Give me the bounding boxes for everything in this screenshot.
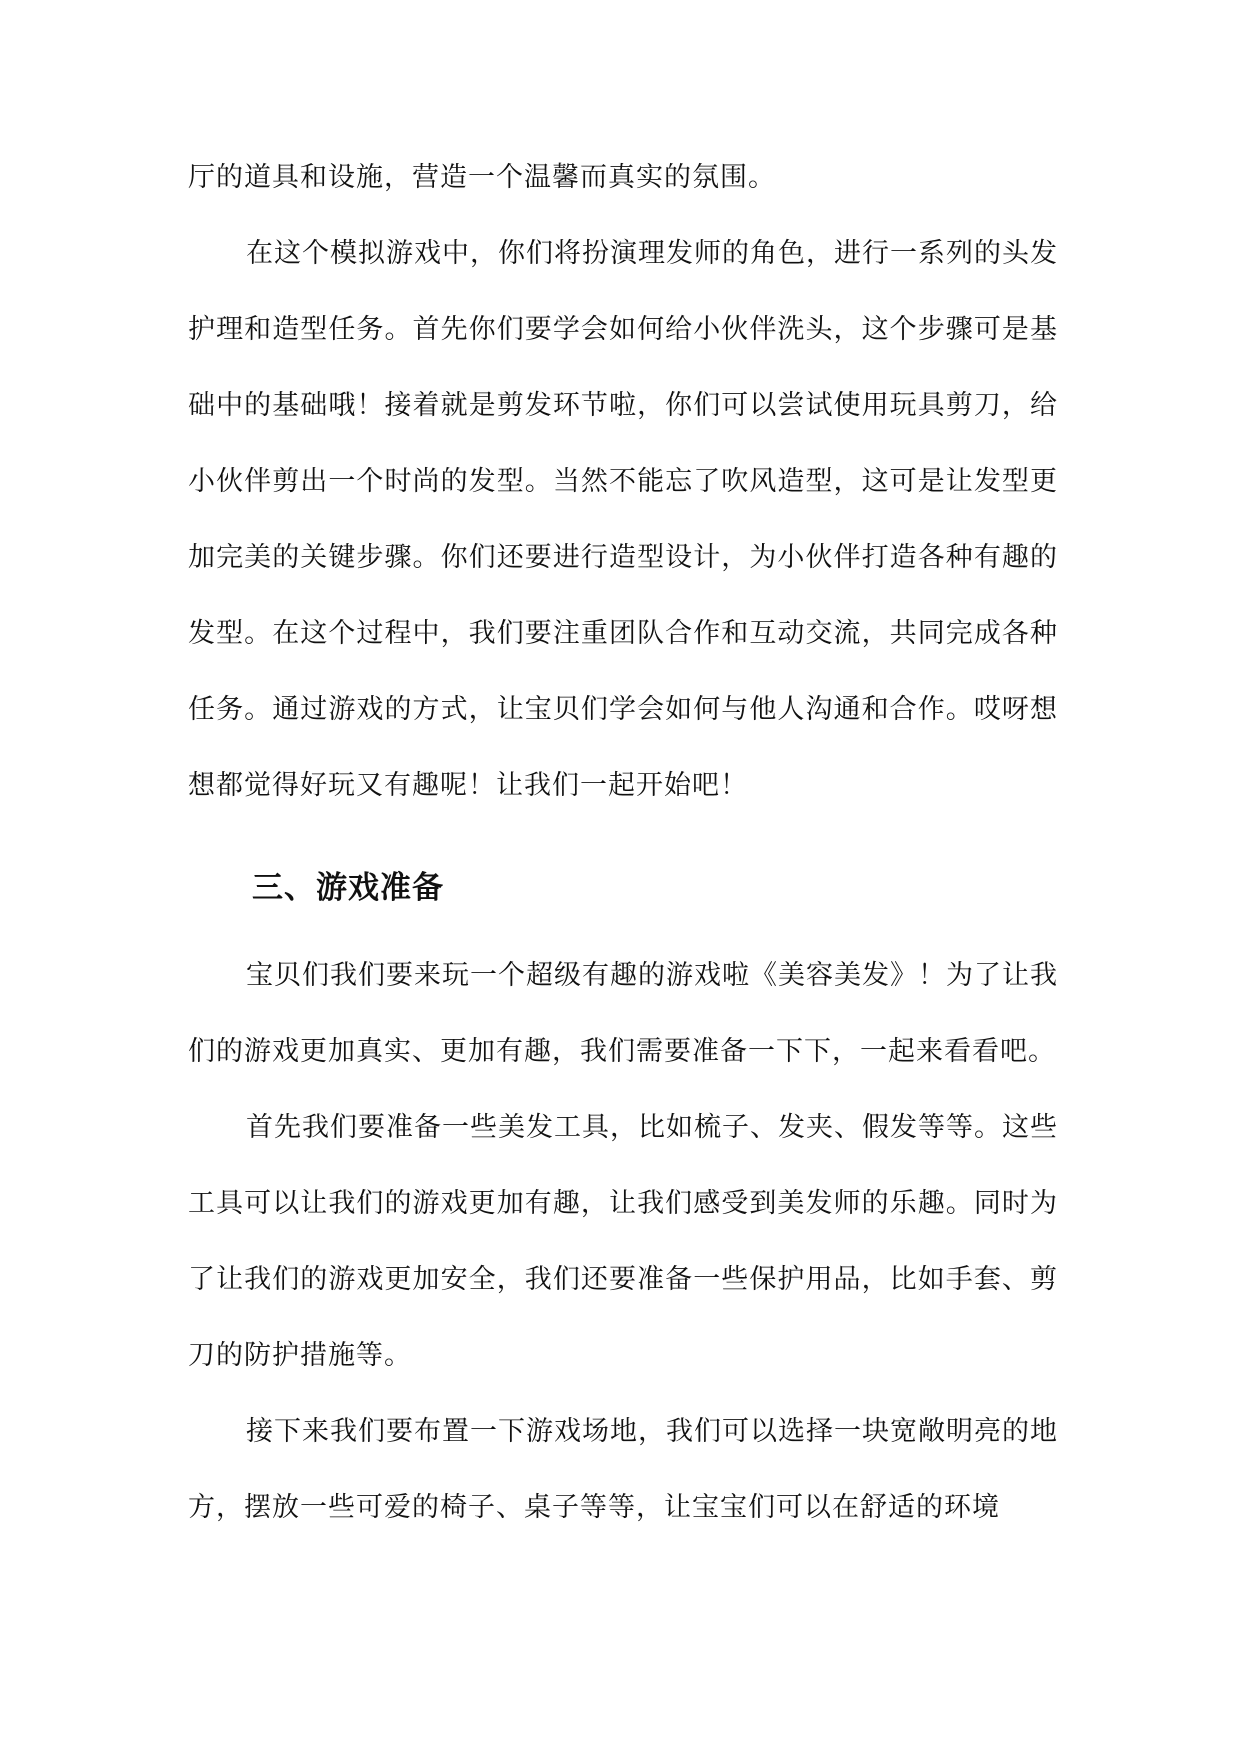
paragraph-continuation: 厅的道具和设施，营造一个温馨而真实的氛围。 xyxy=(188,162,776,193)
section-heading: 三、游戏准备 xyxy=(252,870,444,906)
paragraph-game-intro: 宝贝们我们要来玩一个超级有趣的游戏啦《美容美发》！为了让我们的游戏更加真实、更加有趣，我们需要准备一下下，一起来看看吧。 xyxy=(188,960,1058,1067)
document-body xyxy=(188,140,1058,1546)
paragraph-venue: 接下来我们要布置一下游戏场地，我们可以选择一块宽敞明亮的地方，摆放一些可爱的椅子、桌子等等，让宝宝们可以在舒适的环境 xyxy=(188,1416,1058,1523)
paragraph-tools: 首先我们要准备一些美发工具，比如梳子、发夹、假发等等。这些工具可以让我们的游戏更加有趣，让我们感受到美发师的乐趣。同时为了让我们的游戏更加安全，我们还要准备一些保护用品，比如手套、剪刀的防护措施等。 xyxy=(188,1112,1058,1371)
paragraph-simulation-game: 在这个模拟游戏中，你们将扮演理发师的角色，进行一系列的头发护理和造型任务。首先你们要学会如何给小伙伴洗头，这个步骤可是基础中的基础哦！接着就是剪发环节啦，你们可以尝试使用玩具剪刀，给小伙伴剪出一个时尚的发型。当然不能忘了吹风造型，这可是让发型更加完美的关键步骤。你们还要进行造型设计，为小伙伴打造各种有趣的发型。在这个过程中，我们要注重团队合作和互动交流，共同完成各种任务。通过游戏的方式，让宝贝们学会如何与他人沟通和合作。哎呀想想都觉得好玩又有趣呢！让我们一起开始吧！ xyxy=(188,238,1058,801)
